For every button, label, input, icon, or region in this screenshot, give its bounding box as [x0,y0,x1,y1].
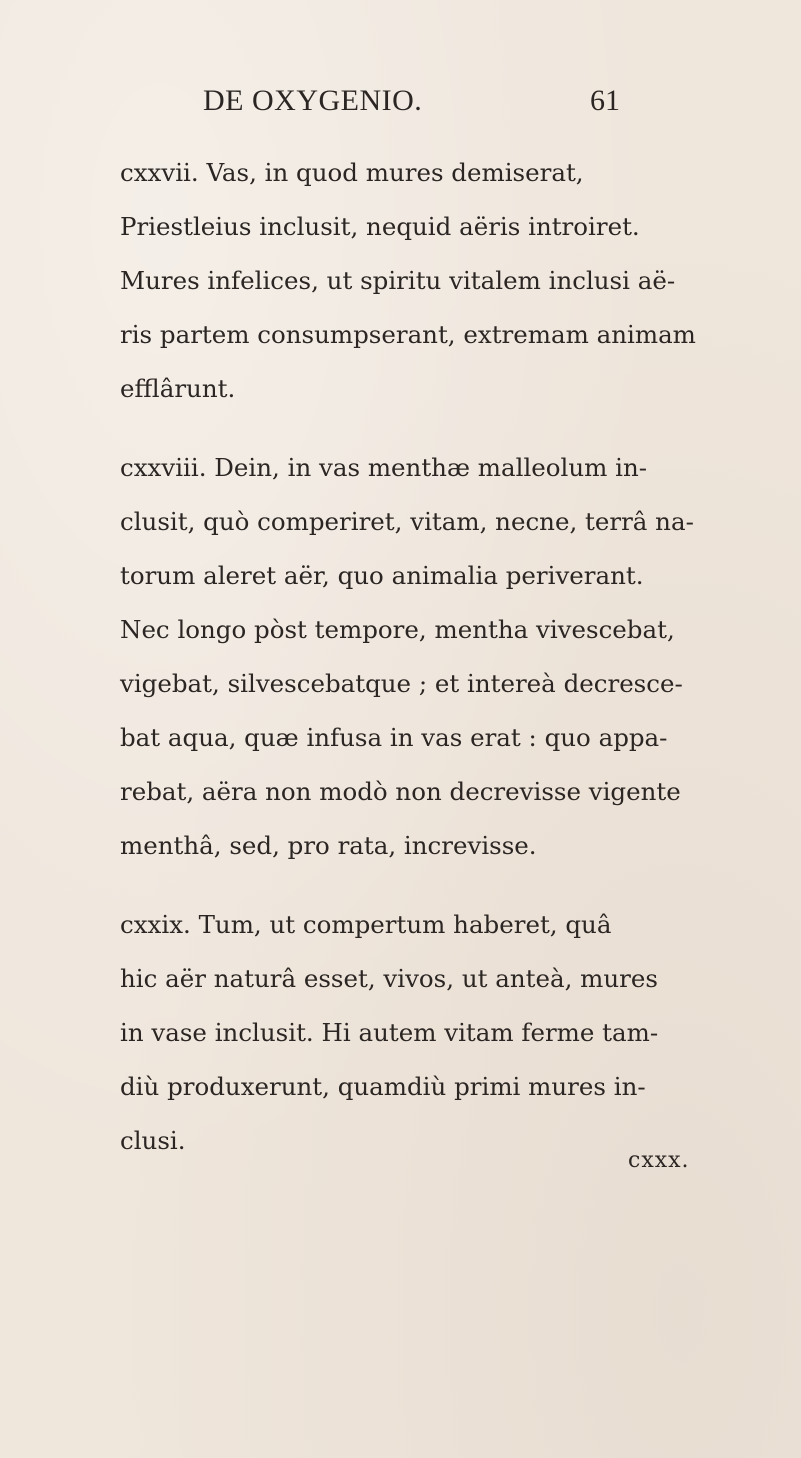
paragraph-cxxix [120,898,740,1168]
body-text [120,146,740,1168]
text-line: bat aqua, quæ infusa in vas erat : quo appa- [120,723,668,752]
text-line: hic aër naturâ esset, vivos, ut anteà, mures [120,964,658,993]
text-line: in vase inclusit. Hi autem vitam ferme tam- [120,1018,659,1047]
paragraph-gap [120,416,740,441]
text-line: menthâ, sed, pro rata, increvisse. [120,831,537,860]
text-line: vigebat, silvescebatque ; et intereà decresce- [120,669,683,698]
text-line: rebat, aëra non modò non decrevisse vigente [120,777,681,806]
running-title: DE OXYGENIO. [203,84,423,117]
text-line: clusi. [120,1126,186,1155]
catchword: cxxx. [628,1148,690,1173]
text-line: cxxvii. Vas, in quod mures demiserat, [120,158,584,187]
text-line: torum aleret aër, quo animalia periverant. [120,561,644,590]
paragraph-gap [120,873,740,898]
text-line: Nec longo pòst tempore, mentha vivescebat, [120,615,675,644]
text-line: clusit, quò comperiret, vitam, necne, terrâ na- [120,507,694,536]
text-line: Mures infelices, ut spiritu vitalem inclusi aë- [120,266,676,295]
text-line: cxxix. Tum, ut compertum haberet, quâ [120,910,612,939]
text-line: efflârunt. [120,374,236,403]
text-line: ris partem consumpserant, extremam animam [120,320,696,349]
text-line: cxxviii. Dein, in vas menthæ malleolum in- [120,453,648,482]
paragraph-cxxviii [120,441,740,873]
page-header [0,84,801,124]
text-line: Priestleius inclusit, nequid aëris introiret. [120,212,640,241]
text-line: diù produxerunt, quamdiù primi mures in- [120,1072,646,1101]
page-number: 61 [590,84,620,117]
paragraph-cxxvii [120,146,740,416]
